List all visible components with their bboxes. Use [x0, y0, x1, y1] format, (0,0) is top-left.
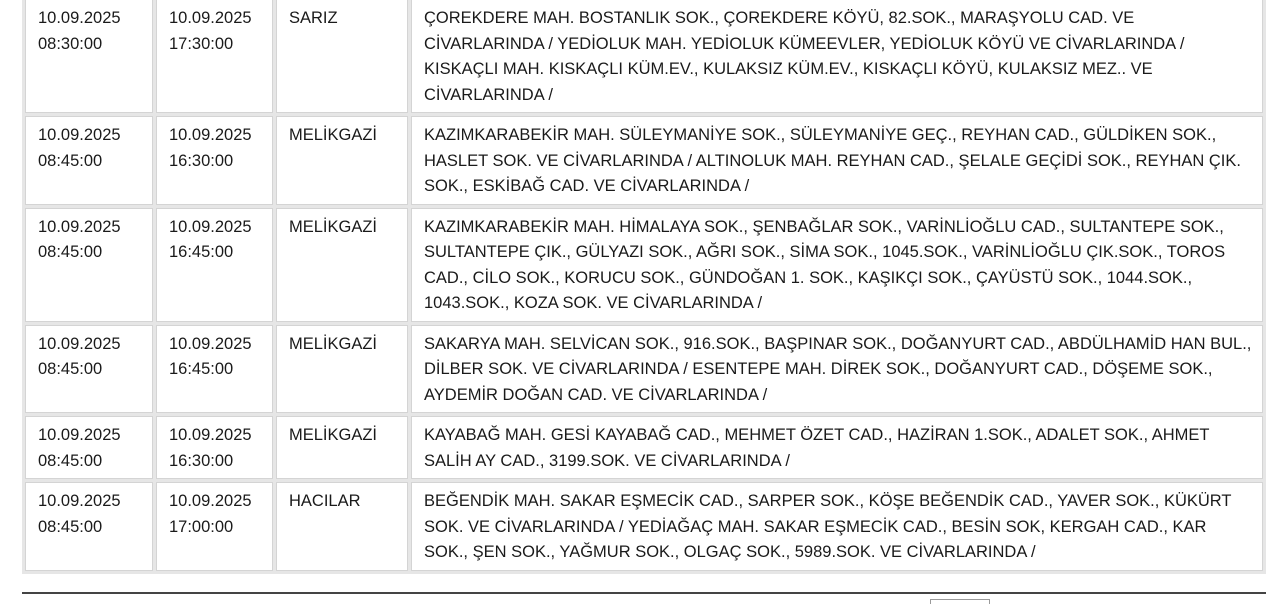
end-cell — [156, 208, 273, 322]
start-cell — [25, 208, 153, 322]
end-time: 17:30:00 — [169, 34, 234, 53]
end-time: 16:45:00 — [169, 243, 234, 261]
end-date: 10.09.2025 — [169, 126, 252, 144]
end-cell — [156, 325, 273, 414]
start-cell — [25, 482, 153, 571]
table-row — [25, 208, 1263, 322]
address-cell: KAZIMKARABEKİR MAH. HİMALAYA SOK., ŞENBAĞLAR SOK., VARİNLİOĞLU CAD., SULTANTEPE SOK., SULTANTEPE ÇIK., GÜLYAZI SOK., AĞRI SOK., SİMA SOK., 1045.SOK., VARİNLİOĞLU ÇIK.SOK., TOROS CAD., CİLO SOK., KORUCU SOK., GÜNDOĞAN 1. SOK., KAŞIKÇI SOK., ÇAYÜSTÜ SOK., 1044.SOK., 1043.SOK., KOZA SOK. VE CİVARLARINDA / — [411, 208, 1263, 322]
start-time: 08:45:00 — [38, 517, 103, 536]
start-cell — [25, 416, 153, 479]
start-time: 08:45:00 — [38, 451, 103, 470]
start-date: 10.09.2025 — [38, 217, 121, 236]
table-row — [25, 0, 1263, 113]
end-cell — [156, 482, 273, 571]
end-date: 10.09.2025 — [169, 9, 252, 27]
address-cell: SAKARYA MAH. SELVİCAN SOK., 916.SOK., BAŞPINAR SOK., DOĞANYURT CAD., ABDÜLHAMİD HAN BUL., DİLBER SOK. VE CİVARLARINDA / ESENTEPE MAH. DİREK SOK., DOĞANYURT CAD., DÖŞEME SOK., AYDEMİR DOĞAN CAD. VE CİVARLARINDA / — [411, 325, 1263, 414]
start-time: 08:45:00 — [38, 360, 103, 378]
pager-control[interactable] — [930, 599, 990, 604]
end-date: 10.09.2025 — [169, 334, 252, 353]
end-time: 17:00:00 — [169, 517, 234, 536]
district-cell: MELİKGAZİ — [276, 416, 408, 479]
district-cell: MELİKGAZİ — [276, 325, 408, 414]
table-row — [25, 325, 1263, 414]
district-cell: SARIZ — [276, 0, 408, 113]
start-time: 08:30:00 — [38, 34, 103, 53]
end-time: 16:30:00 — [169, 451, 234, 470]
start-time: 08:45:00 — [38, 151, 103, 170]
end-cell — [156, 416, 273, 479]
end-cell — [156, 0, 273, 113]
end-date: 10.09.2025 — [169, 426, 252, 444]
table-row — [25, 116, 1263, 205]
end-time: 16:45:00 — [169, 360, 234, 378]
start-cell — [25, 116, 153, 205]
start-date: 10.09.2025 — [38, 9, 121, 27]
start-cell — [25, 0, 153, 113]
table-row — [25, 482, 1263, 571]
address-cell: BEĞENDİK MAH. SAKAR EŞMECİK CAD., SARPER SOK., KÖŞE BEĞENDİK CAD., YAVER SOK., KÜKÜRT SOK. VE CİVARLARINDA / YEDİAĞAÇ MAH. SAKAR EŞMECİK CAD., BESİN SOK, KERGAH CAD., KAR SOK., ŞEN SOK., YAĞMUR SOK., OLGAÇ SOK., 5989.SOK. VE CİVARLARINDA / — [411, 482, 1263, 571]
end-date: 10.09.2025 — [169, 217, 252, 236]
outage-table — [22, 0, 1266, 574]
start-date: 10.09.2025 — [38, 126, 121, 144]
end-cell — [156, 116, 273, 205]
start-date: 10.09.2025 — [38, 426, 121, 444]
table-bottom-border — [22, 592, 1266, 594]
start-date: 10.09.2025 — [38, 334, 121, 353]
table-row — [25, 416, 1263, 479]
address-cell: KAYABAĞ MAH. GESİ KAYABAĞ CAD., MEHMET ÖZET CAD., HAZİRAN 1.SOK., ADALET SOK., AHMET SALİH AY CAD., 3199.SOK. VE CİVARLARINDA / — [411, 416, 1263, 479]
start-date: 10.09.2025 — [38, 492, 121, 510]
address-cell: KAZIMKARABEKİR MAH. SÜLEYMANİYE SOK., SÜLEYMANİYE GEÇ., REYHAN CAD., GÜLDİKEN SOK., HASLET SOK. VE CİVARLARINDA / ALTINOLUK MAH. REYHAN CAD., ŞELALE GEÇİDİ SOK., REYHAN ÇIK. SOK., ESKİBAĞ CAD. VE CİVARLARINDA / — [411, 116, 1263, 205]
end-time: 16:30:00 — [169, 151, 234, 170]
left-margin — [0, 0, 22, 592]
address-cell: ÇOREKDERE MAH. BOSTANLIK SOK., ÇOREKDERE KÖYÜ, 82.SOK., MARAŞYOLU CAD. VE CİVARLARINDA / YEDİOLUK MAH. YEDİOLUK KÜMEEVLER, YEDİOLUK KÖYÜ VE CİVARLARINDA / KISKAÇLI MAH. KISKAÇLI KÜM.EV., KULAKSIZ KÜM.EV., KISKAÇLI KÖYÜ, KULAKSIZ MEZ.. VE CİVARLARINDA / — [411, 0, 1263, 113]
district-cell: MELİKGAZİ — [276, 208, 408, 322]
end-date: 10.09.2025 — [169, 492, 252, 510]
start-cell — [25, 325, 153, 414]
district-cell: MELİKGAZİ — [276, 116, 408, 205]
start-time: 08:45:00 — [38, 243, 103, 261]
district-cell: HACILAR — [276, 482, 408, 571]
